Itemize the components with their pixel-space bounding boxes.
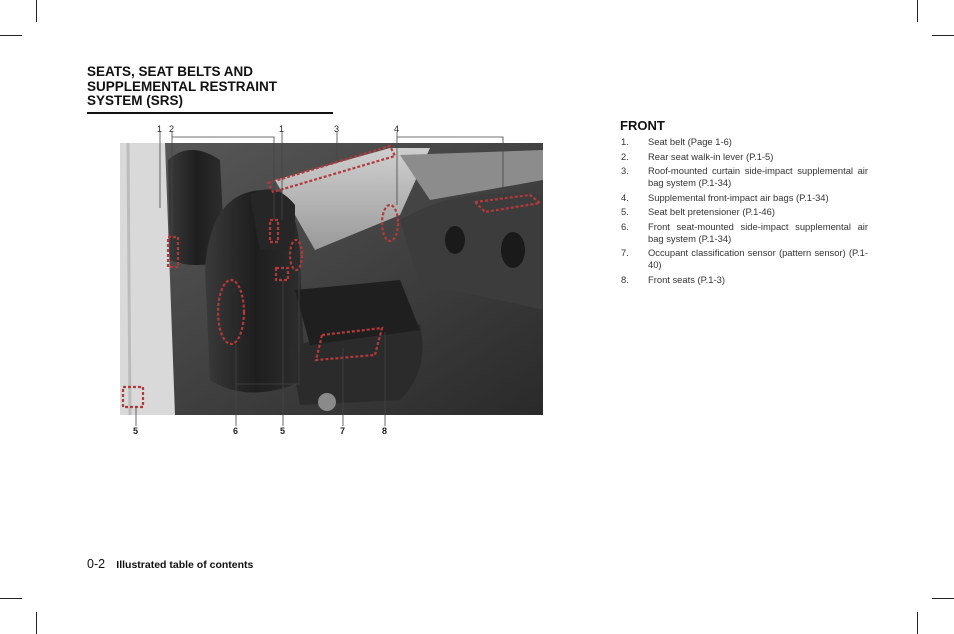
item-number: 4.: [621, 191, 629, 203]
item-number: 6.: [621, 220, 629, 232]
callout-label: 4: [394, 124, 400, 134]
page-footer: [87, 557, 253, 571]
item-number: 8.: [621, 273, 629, 285]
list-item: [621, 165, 868, 189]
crop-mark: [36, 612, 37, 634]
crop-mark: [36, 0, 37, 22]
footer-title: Illustrated table of contents: [116, 559, 254, 571]
car-interior-drawing: [100, 120, 560, 440]
item-text: Roof-mounted curtain side-impact supplemental air bag system (P.1-34): [648, 165, 868, 188]
callout-label: 3: [334, 124, 340, 134]
title-rule: [87, 112, 333, 114]
section-title-line: SEATS, SEAT BELTS AND: [87, 64, 254, 79]
callout-label: 5: [280, 426, 286, 436]
list-item: [621, 151, 868, 163]
item-text: Front seats (P.1-3): [648, 273, 725, 285]
callout-label: 1: [279, 124, 285, 134]
crop-mark: [917, 0, 918, 22]
callout-label: 6: [233, 426, 239, 436]
callout-label: 8: [382, 426, 388, 436]
callout-label: 7: [340, 426, 346, 436]
crop-mark: [932, 35, 954, 36]
contents-list: [621, 136, 868, 288]
item-text: Front seat-mounted side-impact supplemental air bag system (P.1-34): [648, 220, 868, 244]
list-item: [621, 247, 868, 271]
crop-mark: [0, 35, 22, 36]
item-text: Rear seat walk-in lever (P.1-5): [648, 150, 774, 162]
list-item: [621, 136, 868, 148]
callout-label: 5: [133, 426, 139, 436]
item-number: 3.: [621, 165, 629, 176]
item-number: 5.: [621, 206, 629, 217]
item-text: Seat belt pretensioner (P.1-46): [648, 206, 775, 217]
seats-srs-illustration: [100, 120, 560, 440]
list-item: [621, 192, 868, 204]
list-heading: FRONT: [620, 118, 665, 133]
crop-mark: [0, 598, 22, 599]
crop-mark: [917, 612, 918, 634]
item-text: Occupant classification sensor (pattern sensor) (P.1-40): [648, 247, 868, 270]
crop-mark: [932, 598, 954, 599]
callout-label: 2: [169, 124, 175, 134]
section-title-line: SUPPLEMENTAL RESTRAINT: [87, 78, 278, 94]
list-item: [621, 206, 868, 218]
list-item: [621, 221, 868, 245]
page-number: 0-2: [87, 557, 106, 571]
item-number: 1.: [621, 136, 629, 147]
section-title-line: SYSTEM (SRS): [87, 93, 184, 108]
section-title: [87, 65, 347, 109]
list-item: [621, 274, 868, 286]
item-number: 2.: [621, 150, 629, 162]
callout-label: 1: [157, 124, 163, 134]
item-text: Supplemental front-impact air bags (P.1-34): [648, 191, 829, 203]
item-number: 7.: [621, 247, 629, 258]
item-text: Seat belt (Page 1-6): [648, 136, 732, 147]
